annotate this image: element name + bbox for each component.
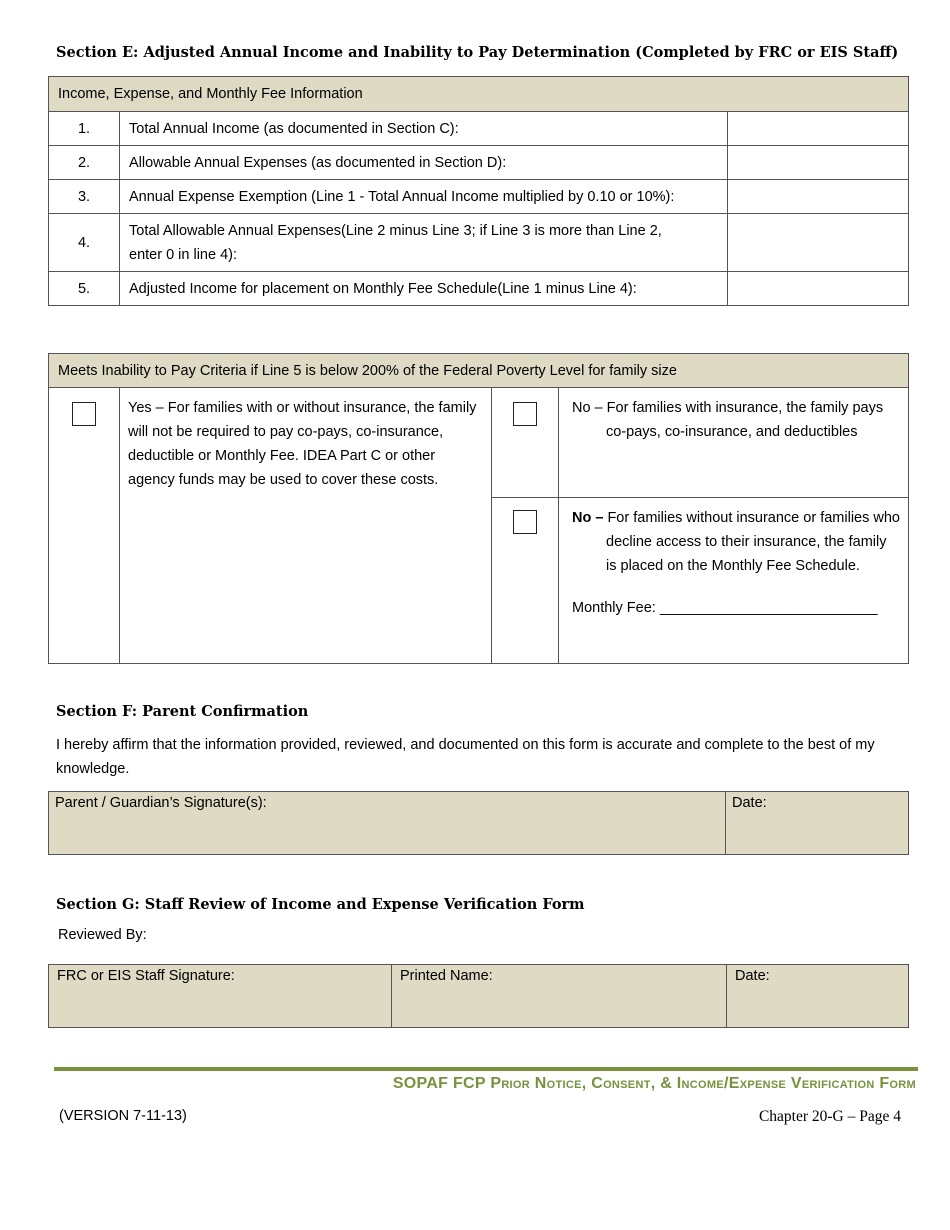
parent-signature-field[interactable] (49, 792, 726, 855)
section-e-title: Section E: Adjusted Annual Income and Inability to Pay Determination (Completed by FRC or EIS Staff) (56, 44, 899, 61)
no-fee-checkbox-cell (492, 498, 559, 664)
table-row (49, 112, 909, 146)
row-label: Annual Expense Exemption (Line 1 - Total Annual Income multiplied by 0.10 or 10%): (120, 180, 728, 214)
table-row (49, 146, 909, 180)
no-prefix: No – (572, 400, 603, 416)
row-number: 4. (49, 214, 120, 272)
monthly-fee-field[interactable]: Monthly Fee: ___________________________ (572, 600, 878, 616)
reviewed-by-label: Reviewed By: (58, 927, 147, 943)
income-table-header: Income, Expense, and Monthly Fee Information (49, 77, 909, 112)
parent-date-field[interactable] (726, 792, 909, 855)
yes-checkbox[interactable] (72, 402, 96, 426)
yes-checkbox-cell (49, 388, 120, 664)
row-label: Total Annual Income (as documented in Section C): (120, 112, 728, 146)
version-label: (VERSION 7-11-13) (59, 1108, 187, 1124)
row-number: 2. (49, 146, 120, 180)
table-row (49, 272, 909, 306)
no-prefix: No – (572, 510, 604, 526)
no-insurance-checkbox[interactable] (513, 402, 537, 426)
income-value-field-4[interactable] (728, 214, 909, 272)
page-number: Chapter 20-G – Page 4 (758, 1108, 901, 1125)
parent-signature-label: Parent / Guardian’s Signature(s): (55, 795, 267, 811)
yes-option-text: Yes – For families with or without insurance, the family will not be required to pay co-pays, co-insurance, deductible or Monthly Fee. IDEA Part C or other agency funds may be used to cover these costs. (120, 388, 492, 664)
staff-date-field[interactable] (727, 965, 909, 1028)
row-number: 3. (49, 180, 120, 214)
affirmation-text: I hereby affirm that the information provided, reviewed, and documented on this form is accurate and complete to the best of my knowledge. (56, 737, 875, 777)
row-label: Total Allowable Annual Expenses(Line 2 minus Line 3; if Line 3 is more than Line 2, enter 0 in line 4): (120, 214, 728, 272)
income-expense-table (48, 76, 909, 306)
no-fee-option (559, 498, 909, 664)
section-f-title: Section F: Parent Confirmation (56, 703, 309, 720)
income-value-field-5[interactable] (728, 272, 909, 306)
no-insurance-text: For families with insurance, the family pays co-pays, co-insurance, and deductibles (602, 400, 884, 440)
no-fee-text: For families without insurance or families who decline access to their insurance, the family is placed on the Monthly Fee Schedule. (603, 510, 900, 574)
row-number: 1. (49, 112, 120, 146)
table-row (49, 180, 909, 214)
inability-to-pay-table (48, 353, 909, 664)
parent-date-label: Date: (732, 795, 767, 811)
inability-table-header: Meets Inability to Pay Criteria if Line 5 is below 200% of the Federal Poverty Level for family size (49, 354, 909, 388)
income-value-field-3[interactable] (728, 180, 909, 214)
section-g-title: Section G: Staff Review of Income and Expense Verification Form (56, 896, 585, 913)
parent-signature-table (48, 791, 909, 855)
staff-signature-field[interactable] (49, 965, 392, 1028)
row-label: Adjusted Income for placement on Monthly Fee Schedule(Line 1 minus Line 4): (120, 272, 728, 306)
footer-divider (54, 1067, 918, 1071)
staff-review-table (48, 964, 909, 1028)
income-value-field-1[interactable] (728, 112, 909, 146)
no-insurance-checkbox-cell (492, 388, 559, 498)
income-value-field-2[interactable] (728, 146, 909, 180)
printed-name-label: Printed Name: (400, 968, 493, 984)
table-row (49, 214, 909, 272)
row-label: Allowable Annual Expenses (as documented in Section D): (120, 146, 728, 180)
no-fee-checkbox[interactable] (513, 510, 537, 534)
row-number: 5. (49, 272, 120, 306)
no-insurance-option (559, 388, 909, 498)
staff-signature-label: FRC or EIS Staff Signature: (57, 968, 235, 984)
printed-name-field[interactable] (392, 965, 727, 1028)
footer-form-title: SOPAF FCP Prior Notice, Consent, & Income/Expense Verification Form (392, 1075, 916, 1092)
staff-date-label: Date: (735, 968, 770, 984)
